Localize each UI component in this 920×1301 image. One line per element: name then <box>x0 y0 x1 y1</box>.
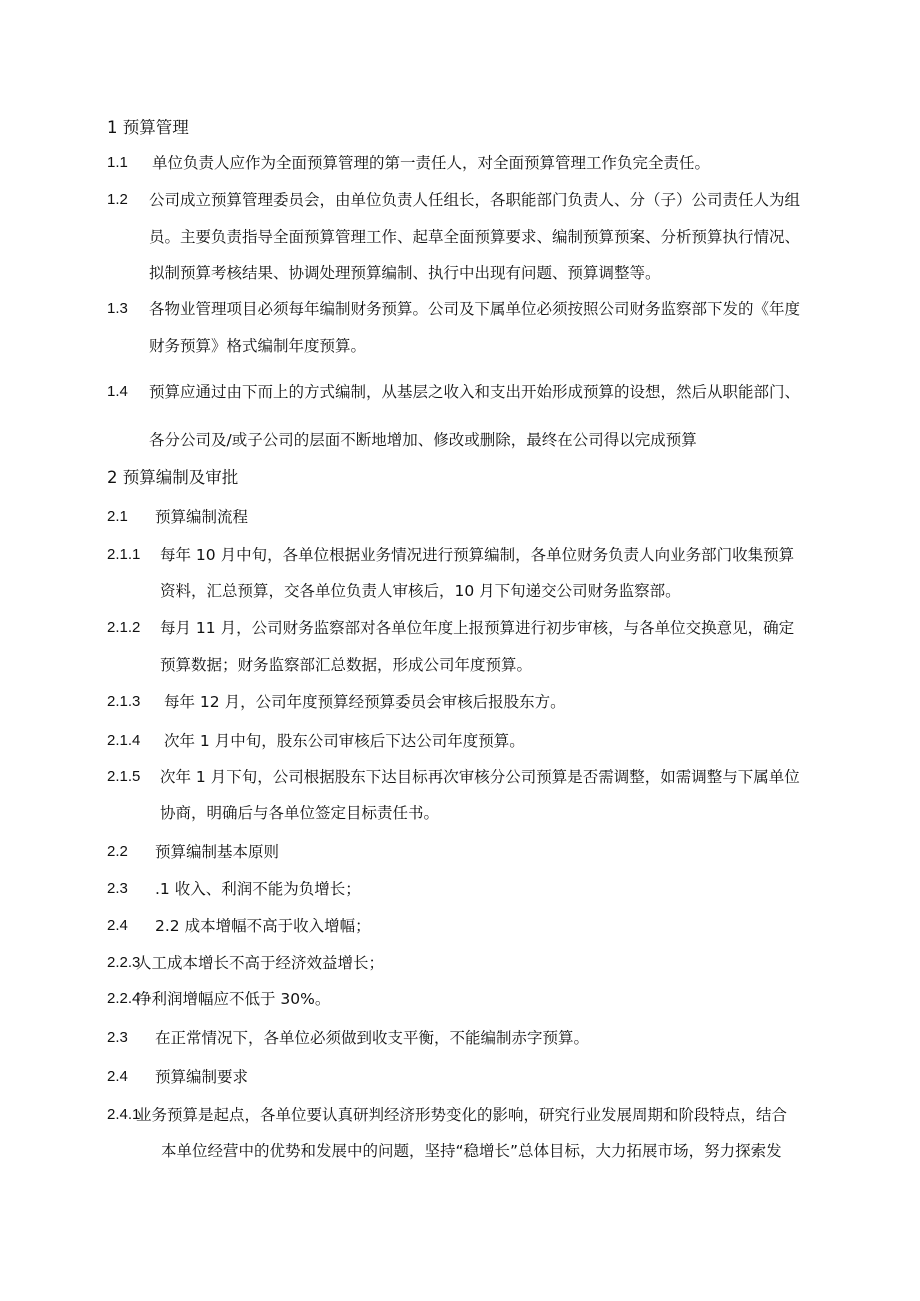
item-number: 2.2.4 <box>107 990 141 1007</box>
item-text: 各物业管理项目必须每年编制财务预算。公司及下属单位必须按照公司财务监察部下发的《年度 <box>149 300 801 318</box>
item-number: 2.4 <box>107 917 128 934</box>
item-number: 2.1.2 <box>107 619 141 636</box>
item-number: 2.4.1 <box>107 1106 141 1123</box>
section-heading-1 <box>107 118 189 138</box>
item-text: 预算编制流程 <box>155 508 249 526</box>
item-number: 2.1.1 <box>107 546 141 563</box>
item-number: 1.2 <box>107 191 128 208</box>
item-number: 1.4 <box>107 383 128 400</box>
item-text: 次年 1 月中旬，股东公司审核后下达公司年度预算。 <box>164 732 525 750</box>
item-number: 1.1 <box>107 154 128 171</box>
item-text: 人工成本增长不高于经济效益增长； <box>136 954 385 972</box>
item-number: 2.3 <box>107 880 128 897</box>
item-number: 2.3 <box>107 1029 128 1046</box>
section-title: 预算管理 <box>122 118 189 137</box>
item-text: 预算应通过由下而上的方式编制，从基层之收入和支出开始形成预算的设想，然后从职能部门、 <box>149 383 801 401</box>
item-number: 2.1.5 <box>107 768 141 785</box>
item-text: 净利润增幅应不低于 30%。 <box>136 990 331 1008</box>
section-number: 2 <box>107 468 118 487</box>
item-text: 预算编制基本原则 <box>155 843 280 861</box>
item-text: 次年 1 月下旬，公司根据股东下达目标再次审核分公司预算是否需调整，如需调整与下属单位 <box>160 768 800 786</box>
item-number: 2.1.3 <box>107 693 141 710</box>
paragraph-2-1-5-line-2: 协商，明确后与各单位签定目标责任书。 <box>160 804 440 822</box>
item-number: 2.4 <box>107 1068 128 1085</box>
section-title: 预算编制及审批 <box>122 468 239 487</box>
item-text: 每年 10 月中旬，各单位根据业务情况进行预算编制，各单位财务负责人向业务部门收集预算 <box>160 546 795 564</box>
paragraph-1-4-line-2: 各分公司及/或子公司的层面不断地增加、修改或删除，最终在公司得以完成预算 <box>149 431 697 449</box>
paragraph-1-2-line-3: 拟制预算考核结果、协调处理预算编制、执行中出现有问题、预算调整等。 <box>149 264 661 282</box>
item-number: 2.2 <box>107 843 128 860</box>
paragraph-2-1-1-line-2: 资料，汇总预算，交各单位负责人审核后，10 月下旬递交公司财务监察部。 <box>160 582 681 600</box>
paragraph-2-1-2-line-2: 预算数据；财务监察部汇总数据，形成公司年度预算。 <box>160 656 533 674</box>
paragraph-2-4-1-line-2: 本单位经营中的优势和发展中的问题，坚持“稳增长”总体目标，大力拓展市场，努力探索发 <box>161 1142 782 1160</box>
item-number: 1.3 <box>107 300 128 317</box>
item-text: .1 收入、利润不能为负增长； <box>155 880 361 898</box>
item-text: 每年 12 月，公司年度预算经预算委员会审核后报股东方。 <box>164 693 566 711</box>
item-text: 单位负责人应作为全面预算管理的第一责任人，对全面预算管理工作负完全责任。 <box>152 154 711 172</box>
item-text: 2.2 成本增幅不高于收入增幅； <box>155 917 371 935</box>
item-text: 在正常情况下，各单位必须做到收支平衡，不能编制赤字预算。 <box>155 1029 590 1047</box>
item-text: 业务预算是起点，各单位要认真研判经济形势变化的影响，研究行业发展周期和阶段特点，结合 <box>136 1106 788 1124</box>
item-text: 公司成立预算管理委员会，由单位负责人任组长，各职能部门负责人、分（子）公司责任人为组 <box>149 191 801 209</box>
item-text: 每月 11 月，公司财务监察部对各单位年度上报预算进行初步审核，与各单位交换意见，确定 <box>160 619 795 637</box>
item-number: 2.1 <box>107 508 128 525</box>
item-number: 2.1.4 <box>107 732 141 749</box>
item-number: 2.2.3 <box>107 954 141 971</box>
paragraph-1-3-line-2: 财务预算》格式编制年度预算。 <box>149 337 367 355</box>
section-number: 1 <box>107 118 118 137</box>
section-heading-2 <box>107 468 238 488</box>
paragraph-1-2-line-2: 员。主要负责指导全面预算管理工作、起草全面预算要求、编制预算预案、分析预算执行情况、 <box>149 228 801 246</box>
item-text: 预算编制要求 <box>155 1068 249 1086</box>
